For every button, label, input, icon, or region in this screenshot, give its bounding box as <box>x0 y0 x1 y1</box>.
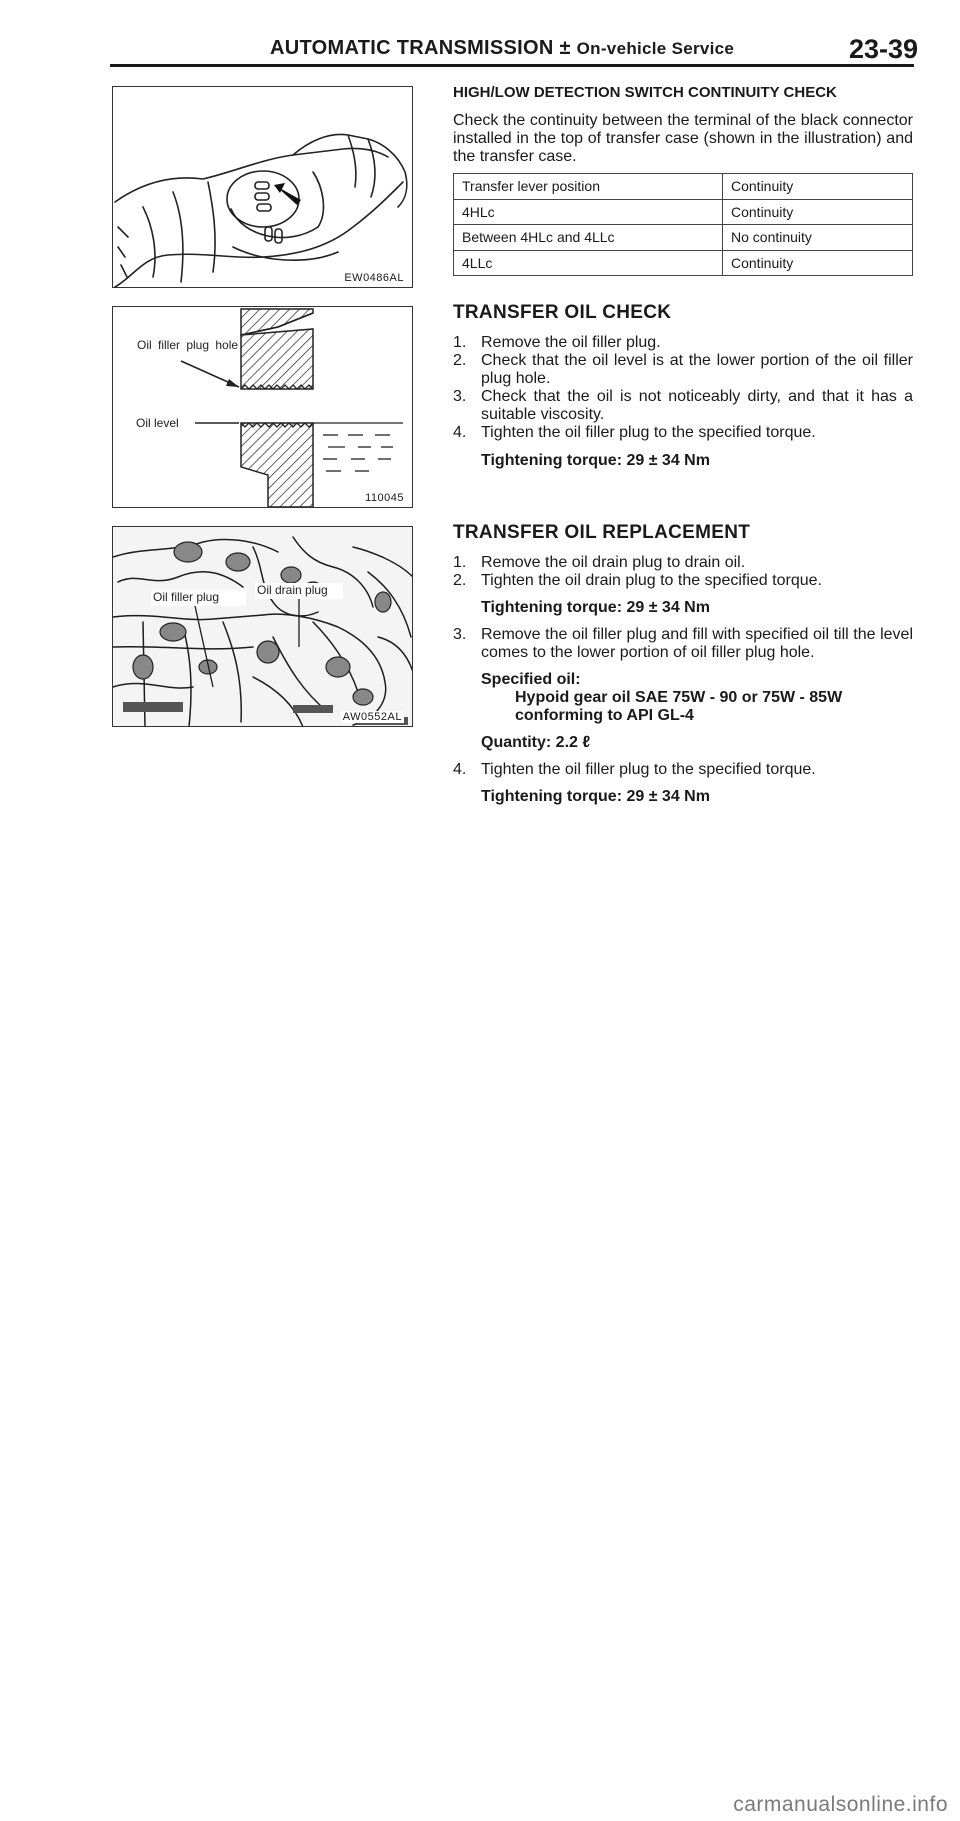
step-number: 2. <box>453 352 467 369</box>
step-number: 1. <box>453 334 467 351</box>
specified-oil-value: Hypoid gear oil SAE 75W - 90 or 75W - 85W <box>515 689 843 706</box>
figure-code: 110045 <box>365 492 404 504</box>
step-text: Tighten the oil drain plug to the specified torque. <box>481 572 822 589</box>
header-divider <box>110 64 914 67</box>
watermark-text: carmanualsonline.info <box>733 1793 948 1816</box>
list-item <box>453 554 913 572</box>
list-item <box>453 388 913 424</box>
table-cell: Continuity <box>723 250 913 276</box>
table-cell: Continuity <box>723 199 913 225</box>
table-cell: 4HLc <box>454 199 723 225</box>
step-text: Check that the oil is not noticeably dirty, and that it has a suitable viscosity. <box>481 388 913 423</box>
figure-transfer-case-connector <box>112 86 413 288</box>
table-cell: 4LLc <box>454 250 723 276</box>
section-oil-replacement <box>453 524 913 806</box>
quantity-spec: Quantity: 2.2 ℓ <box>481 734 591 751</box>
table-cell: Between 4HLc and 4LLc <box>454 225 723 251</box>
figure-oil-level-diagram <box>112 306 413 508</box>
table-row <box>454 199 913 225</box>
figure-code: EW0486AL <box>344 272 404 284</box>
torque-spec: Tightening torque: 29 ± 34 Nm <box>481 788 710 805</box>
table-row <box>454 225 913 251</box>
page-number: 23-39 <box>849 34 919 64</box>
transfer-case-photo <box>113 527 413 727</box>
list-item <box>453 761 913 779</box>
table-cell: No continuity <box>723 225 913 251</box>
section-heading: TRANSFER OIL REPLACEMENT <box>453 522 751 543</box>
table-row <box>454 250 913 276</box>
step-number: 1. <box>453 554 467 571</box>
step-text: Check that the oil level is at the lower portion of the oil filler plug hole. <box>481 352 913 387</box>
specified-oil-standard: conforming to API GL-4 <box>515 707 694 724</box>
table-header-cell: Transfer lever position <box>454 174 723 200</box>
torque-spec: Tightening torque: 29 ± 34 Nm <box>481 452 710 469</box>
specified-oil-label: Specified oil: <box>481 671 581 688</box>
list-item <box>453 572 913 590</box>
step-number: 3. <box>453 388 467 405</box>
manual-subsection-title: On-vehicle Service <box>576 39 735 58</box>
step-text: Remove the oil filler plug. <box>481 334 661 351</box>
list-item <box>453 352 913 388</box>
list-item <box>453 424 913 442</box>
step-text: Remove the oil drain plug to drain oil. <box>481 554 746 571</box>
header-separator: ± <box>559 37 571 59</box>
list-item <box>453 334 913 352</box>
list-item <box>453 626 913 662</box>
section-switch-check <box>453 84 913 166</box>
figure-code: AW0552AL <box>342 711 402 723</box>
section-oil-check <box>453 304 913 470</box>
indicator-arrow <box>274 183 301 205</box>
step-number: 4. <box>453 761 467 778</box>
label-oil-drain-plug: Oil drain plug <box>257 583 328 597</box>
manual-section-title: AUTOMATIC TRANSMISSION <box>270 37 554 59</box>
label-oil-filler-plug-hole: Oil filler plug hole <box>137 338 239 352</box>
step-text: Remove the oil filler plug and fill with specified oil till the level comes to the lower portion of oil filler plug hole. <box>481 626 913 661</box>
section-paragraph: Check the continuity between the terminal of the black connector installed in the top of transfer case (shown in the illustration) and the transfer case. <box>453 112 913 165</box>
label-oil-filler-plug: Oil filler plug <box>153 590 220 604</box>
table-header-row <box>454 174 913 200</box>
section-heading: TRANSFER OIL CHECK <box>453 302 672 323</box>
continuity-table <box>453 173 913 276</box>
header-title <box>270 37 734 60</box>
figure-transfer-plugs-photo <box>112 526 413 727</box>
torque-spec: Tightening torque: 29 ± 34 Nm <box>481 599 710 616</box>
step-text: Tighten the oil filler plug to the specified torque. <box>481 761 816 778</box>
transfer-case-illustration <box>113 87 413 288</box>
section-heading: HIGH/LOW DETECTION SWITCH CONTINUITY CHECK <box>453 84 837 101</box>
table-header-cell: Continuity <box>723 174 913 200</box>
step-number: 4. <box>453 424 467 441</box>
label-oil-level: Oil level <box>136 416 179 430</box>
step-text: Tighten the oil filler plug to the specified torque. <box>481 424 816 441</box>
page-header <box>0 0 960 72</box>
step-number: 3. <box>453 626 467 643</box>
step-number: 2. <box>453 572 467 589</box>
